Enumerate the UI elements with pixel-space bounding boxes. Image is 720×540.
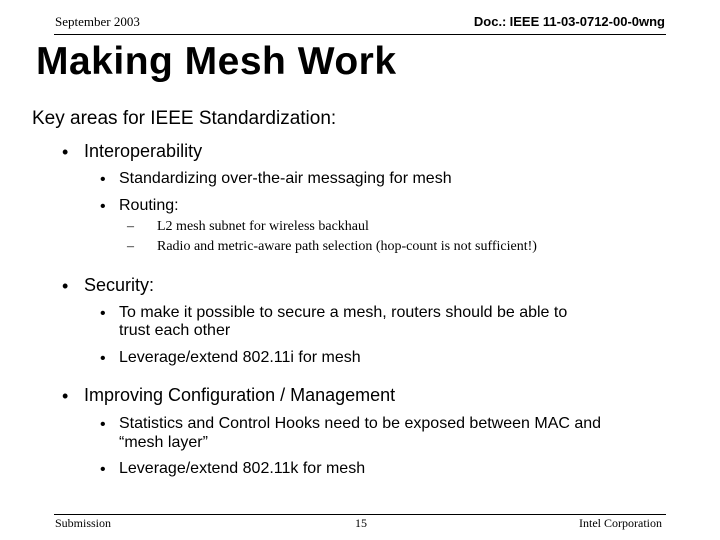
item-statistics-hooks-line2: “mesh layer” (119, 434, 208, 451)
bullet-marker: • (100, 171, 106, 188)
intro-text: Key areas for IEEE Standardization: (32, 108, 337, 129)
header-doc-number: IEEE 11-03-0712-00-0wng (509, 14, 665, 29)
item-80211k: Leverage/extend 802.11k for mesh (119, 460, 366, 477)
bullet-marker: • (62, 276, 69, 296)
item-ota-messaging: Standardizing over-the-air messaging for mesh (119, 170, 452, 187)
item-statistics-hooks-line1: Statistics and Control Hooks need to be exposed between MAC and (119, 415, 602, 432)
bullet-marker: • (100, 198, 106, 215)
header-doc-id (474, 14, 665, 30)
bullet-marker: • (100, 305, 106, 322)
dash-marker: – (127, 239, 134, 254)
bullet-marker: • (100, 416, 106, 433)
item-secure-mesh-line1: To make it possible to secure a mesh, routers should be able to (119, 304, 568, 321)
section-security: Security: (84, 275, 155, 295)
slide-title: Making Mesh Work (36, 40, 397, 83)
section-interoperability: Interoperability (84, 141, 203, 161)
bullet-marker: • (100, 461, 106, 478)
subitem-l2-mesh: L2 mesh subnet for wireless backhaul (157, 219, 369, 234)
footer-page-number: 15 (355, 516, 367, 530)
header-doc-label: Doc.: (473, 14, 507, 29)
bullet-marker: • (62, 386, 69, 406)
footer-rule (54, 514, 666, 515)
header-date: September 2003 (55, 14, 140, 29)
item-routing: Routing: (119, 197, 179, 214)
bullet-marker: • (100, 350, 106, 367)
dash-marker: – (127, 219, 134, 234)
header-rule (54, 34, 666, 35)
bullet-marker: • (62, 142, 69, 162)
item-secure-mesh-line2: trust each other (119, 322, 231, 339)
section-config-management: Improving Configuration / Management (84, 385, 396, 405)
item-80211i: Leverage/extend 802.11i for mesh (119, 349, 361, 366)
footer-company: Intel Corporation (579, 516, 662, 530)
footer-submission: Submission (55, 516, 112, 530)
subitem-path-selection: Radio and metric-aware path selection (hop-count is not sufficient!) (157, 239, 537, 254)
